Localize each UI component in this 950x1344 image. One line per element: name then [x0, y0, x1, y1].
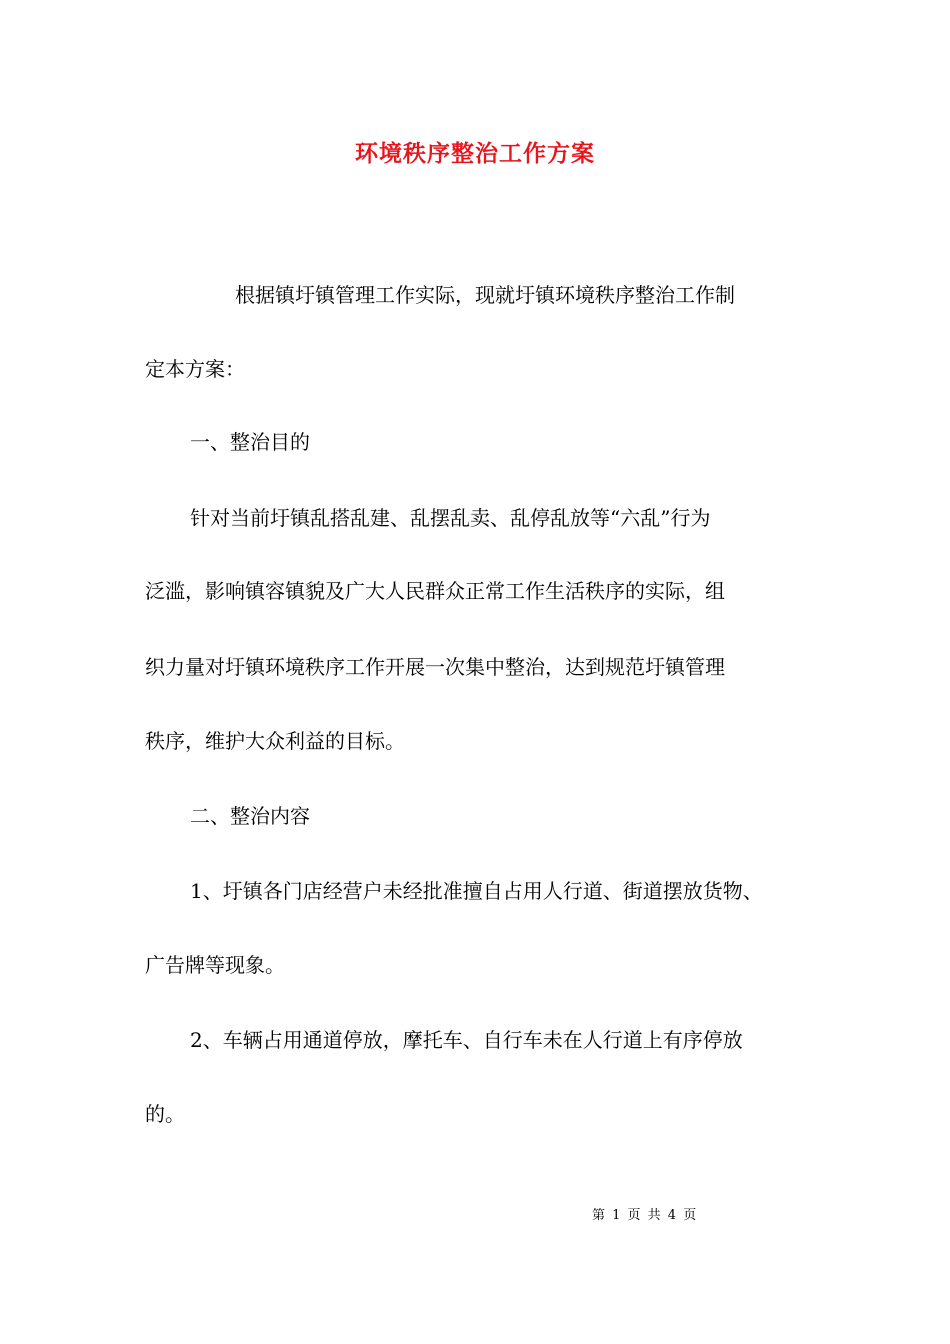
- paragraph-line: 针对当前圩镇乱搭乱建、乱摆乱卖、乱停乱放等“六乱”行为: [190, 506, 711, 530]
- page-number-footer: 第 1 页 共 4 页: [592, 1208, 697, 1223]
- section-heading: 二、整治内容: [190, 804, 310, 828]
- paragraph-line: 定本方案：: [145, 357, 245, 381]
- section-heading: 一、整治目的: [190, 430, 310, 454]
- paragraph-line: 织力量对圩镇环境秩序工作开展一次集中整治，达到规范圩镇管理: [145, 655, 725, 679]
- paragraph-line: 2、车辆占用通道停放，摩托车、自行车未在人行道上有序停放: [190, 1028, 743, 1052]
- paragraph-line: 广告牌等现象。: [145, 953, 285, 977]
- paragraph-line: 1、圩镇各门店经营户未经批准擅自占用人行道、街道摆放货物、: [190, 879, 763, 903]
- paragraph-line: 泛滥，影响镇容镇貌及广大人民群众正常工作生活秩序的实际，组: [145, 579, 725, 603]
- document-title: 环境秩序整治工作方案: [355, 140, 595, 167]
- paragraph-line: 根据镇圩镇管理工作实际，现就圩镇环境秩序整治工作制: [235, 283, 735, 307]
- paragraph-line: 秩序，维护大众利益的目标。: [145, 729, 405, 753]
- paragraph-line: 的。: [145, 1102, 185, 1126]
